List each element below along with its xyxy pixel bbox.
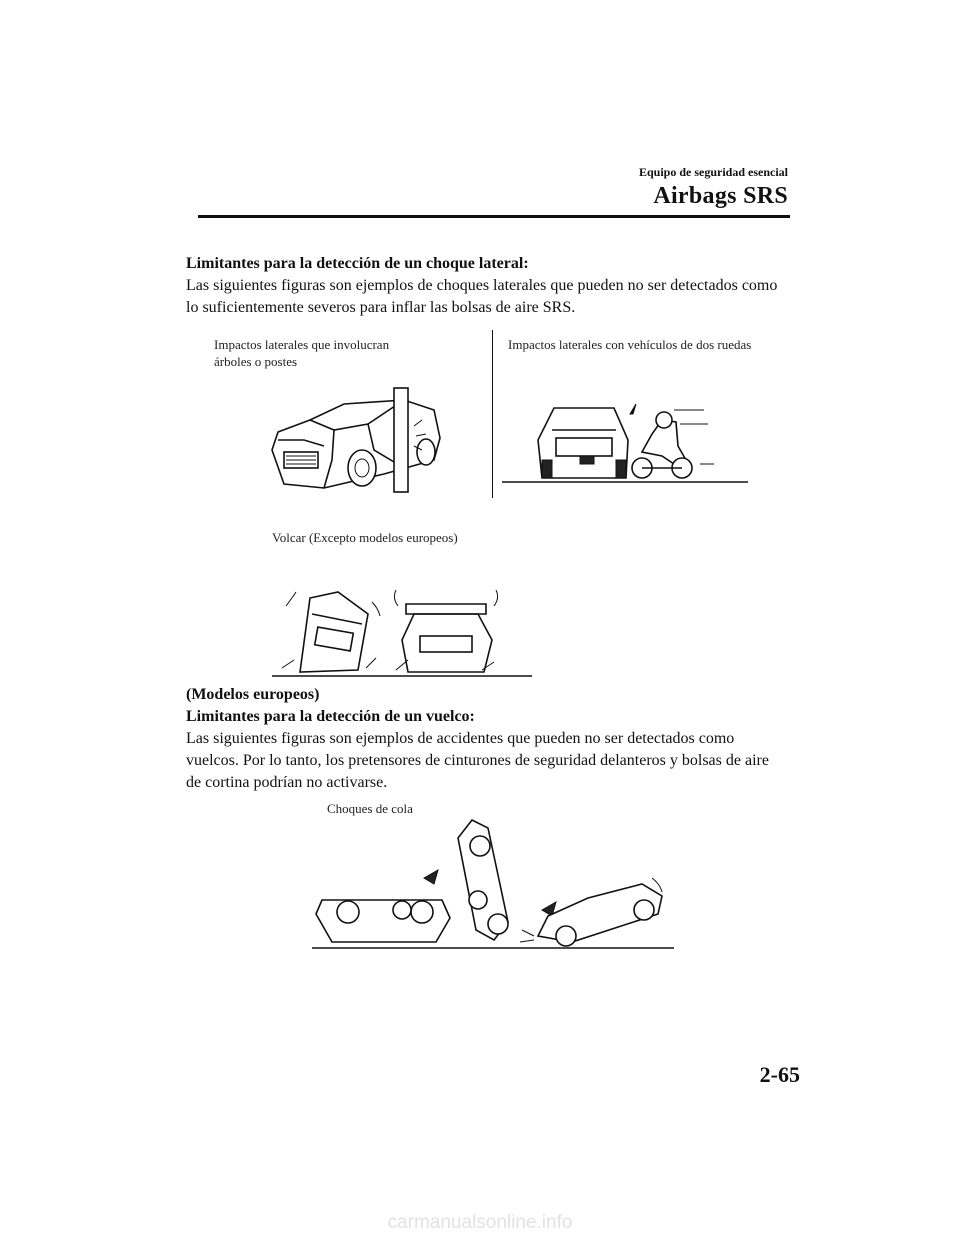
side-impact-body-1: Las siguientes figuras son ejemplos de choques laterales que pueden no ser detectados como (186, 277, 778, 294)
side-impact-body-2: lo suficientemente severos para inflar las bolsas de aire SRS. (186, 299, 576, 316)
footer-watermark: carmanualsonline.info (387, 1212, 573, 1233)
fig-trees-caption-1: Impactos laterales que involucran (214, 337, 390, 352)
models-note: (Modelos europeos) (186, 686, 320, 703)
rollover-heading: Limitantes para la detección de un vuelco: (186, 708, 475, 725)
fig-trees-caption-2: árboles o postes (214, 354, 298, 369)
rollover-body-1: Las siguientes figuras son ejemplos de accidentes que pueden no ser detectados como (186, 730, 735, 747)
fig-rollover-caption: Volcar (Excepto modelos europeos) (272, 530, 458, 545)
rollover-illustration (272, 584, 534, 680)
header-rule (198, 215, 790, 218)
page-number: 2-65 (759, 1062, 800, 1087)
rollover-body-3: de cortina podrían no activarse. (186, 774, 388, 791)
fig-rear-caption: Choques de cola (327, 801, 413, 816)
section-label: Equipo de seguridad esencial (638, 165, 788, 179)
figure-divider (492, 330, 493, 498)
motorcycle-impact-illustration (502, 390, 752, 486)
rollover-body-2: vuelcos. Por lo tanto, los pretensores de cinturones de seguridad delanteros y bolsas de aire (186, 752, 769, 769)
car-pole-illustration (264, 380, 450, 500)
page-title: Airbags SRS (653, 183, 788, 209)
fig-two-wheel-caption: Impactos laterales con vehículos de dos ruedas (508, 337, 752, 352)
side-impact-heading: Limitantes para la detección de un choque lateral: (186, 255, 529, 272)
rear-crash-illustration (312, 818, 678, 952)
